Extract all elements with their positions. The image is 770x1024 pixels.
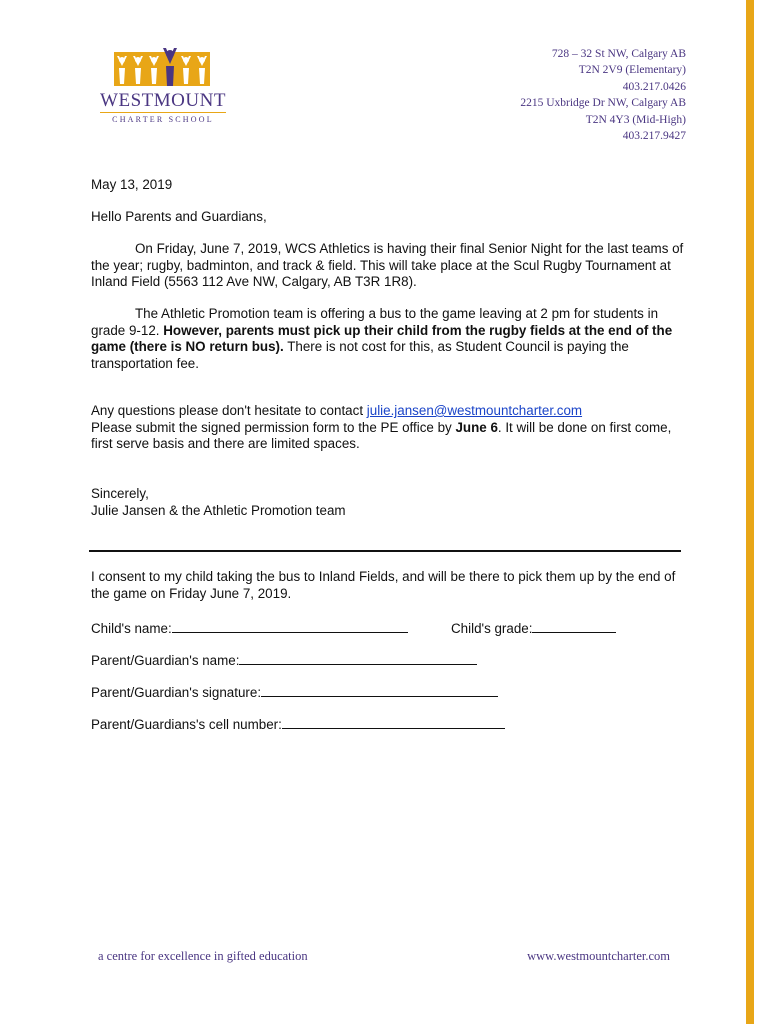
letter-date: May 13, 2019 [91,177,173,192]
guardian-cell-field[interactable] [91,716,505,732]
paragraph-text: There is not cost for this, as Student Council is paying the transportation fee. [91,339,629,371]
guardian-signature-field[interactable] [91,684,498,700]
address-line: T2N 2V9 (Elementary) [578,64,686,77]
page-edge-accent-bar [746,0,754,1024]
paragraph-text: Any questions please don't hesitate to contact [91,403,367,418]
school-address-block [520,46,686,144]
deadline-date: June 6 [455,419,498,435]
cut-line-divider [89,550,681,552]
child-name-field[interactable] [91,620,408,636]
school-subtitle: CHARTER SCHOOL [112,115,214,124]
field-label: Child's grade: [451,621,533,636]
letter-paragraph-contact [91,403,687,453]
paragraph-text: The Athletic Promotion team is offering a bus to the game leaving at 2 pm for students in grade 9-12. [91,306,659,338]
logo-figures-icon [114,46,212,88]
address-line: 2215 Uxbridge Dr NW, Calgary AB [520,97,686,110]
paragraph-text: On Friday, June 7, 2019, WCS Athletics is having their final Senior Night for the last teams of the year; rugby, badminton, and track & field. This will take place at the Scul Rugby Tournament at Inland Field (5563 112 Ave NW, Calgary, AB T3R 1R8). [91,241,684,290]
logo-divider [100,112,226,113]
letter-closing [91,486,687,519]
guardian-name-blank[interactable] [239,652,477,665]
child-grade-blank[interactable] [532,620,616,633]
phone-line: 403.217.9427 [622,130,686,143]
contact-email-link[interactable]: julie.jansen@westmountcharter.com [366,403,583,418]
school-name: WESTMOUNT [100,90,226,111]
field-label: Child's name: [91,621,172,636]
child-name-blank[interactable] [172,620,408,633]
field-label: Parent/Guardians's cell number: [91,717,282,732]
letter-paragraph-event [91,241,687,291]
paragraph-text: Please submit the signed permission form to the PE office by [91,419,456,435]
phone-line: 403.217.0426 [622,80,686,93]
consent-statement: I consent to my child taking the bus to Inland Fields, and will be there to pick them up by the end of the game on Friday June 7, 2019. [91,569,676,601]
guardian-signature-blank[interactable] [261,684,498,697]
field-label: Parent/Guardian's name: [91,653,240,668]
guardian-name-field[interactable] [91,652,477,668]
signoff: Sincerely, [91,486,149,501]
school-logo [96,46,230,128]
paragraph-text: . It will be done on first come, first serve basis and there are limited spaces. [91,419,672,452]
child-grade-field[interactable] [451,620,616,636]
guardian-cell-blank[interactable] [282,716,505,729]
address-line: 728 – 32 St NW, Calgary AB [551,48,686,60]
footer-website: www.westmountcharter.com [527,949,670,963]
address-line: T2N 4Y3 (Mid-High) [585,113,686,126]
signature: Julie Jansen & the Athletic Promotion team [91,502,346,518]
letter-paragraph-bus [91,306,687,372]
field-label: Parent/Guardian's signature: [91,685,262,700]
letter-greeting: Hello Parents and Guardians, [91,209,267,224]
footer-tagline: a centre for excellence in gifted education [98,949,308,963]
pickup-warning: However, parents must pick up their child from the rugby fields at the end of the game (there is NO return bus). [91,322,673,355]
